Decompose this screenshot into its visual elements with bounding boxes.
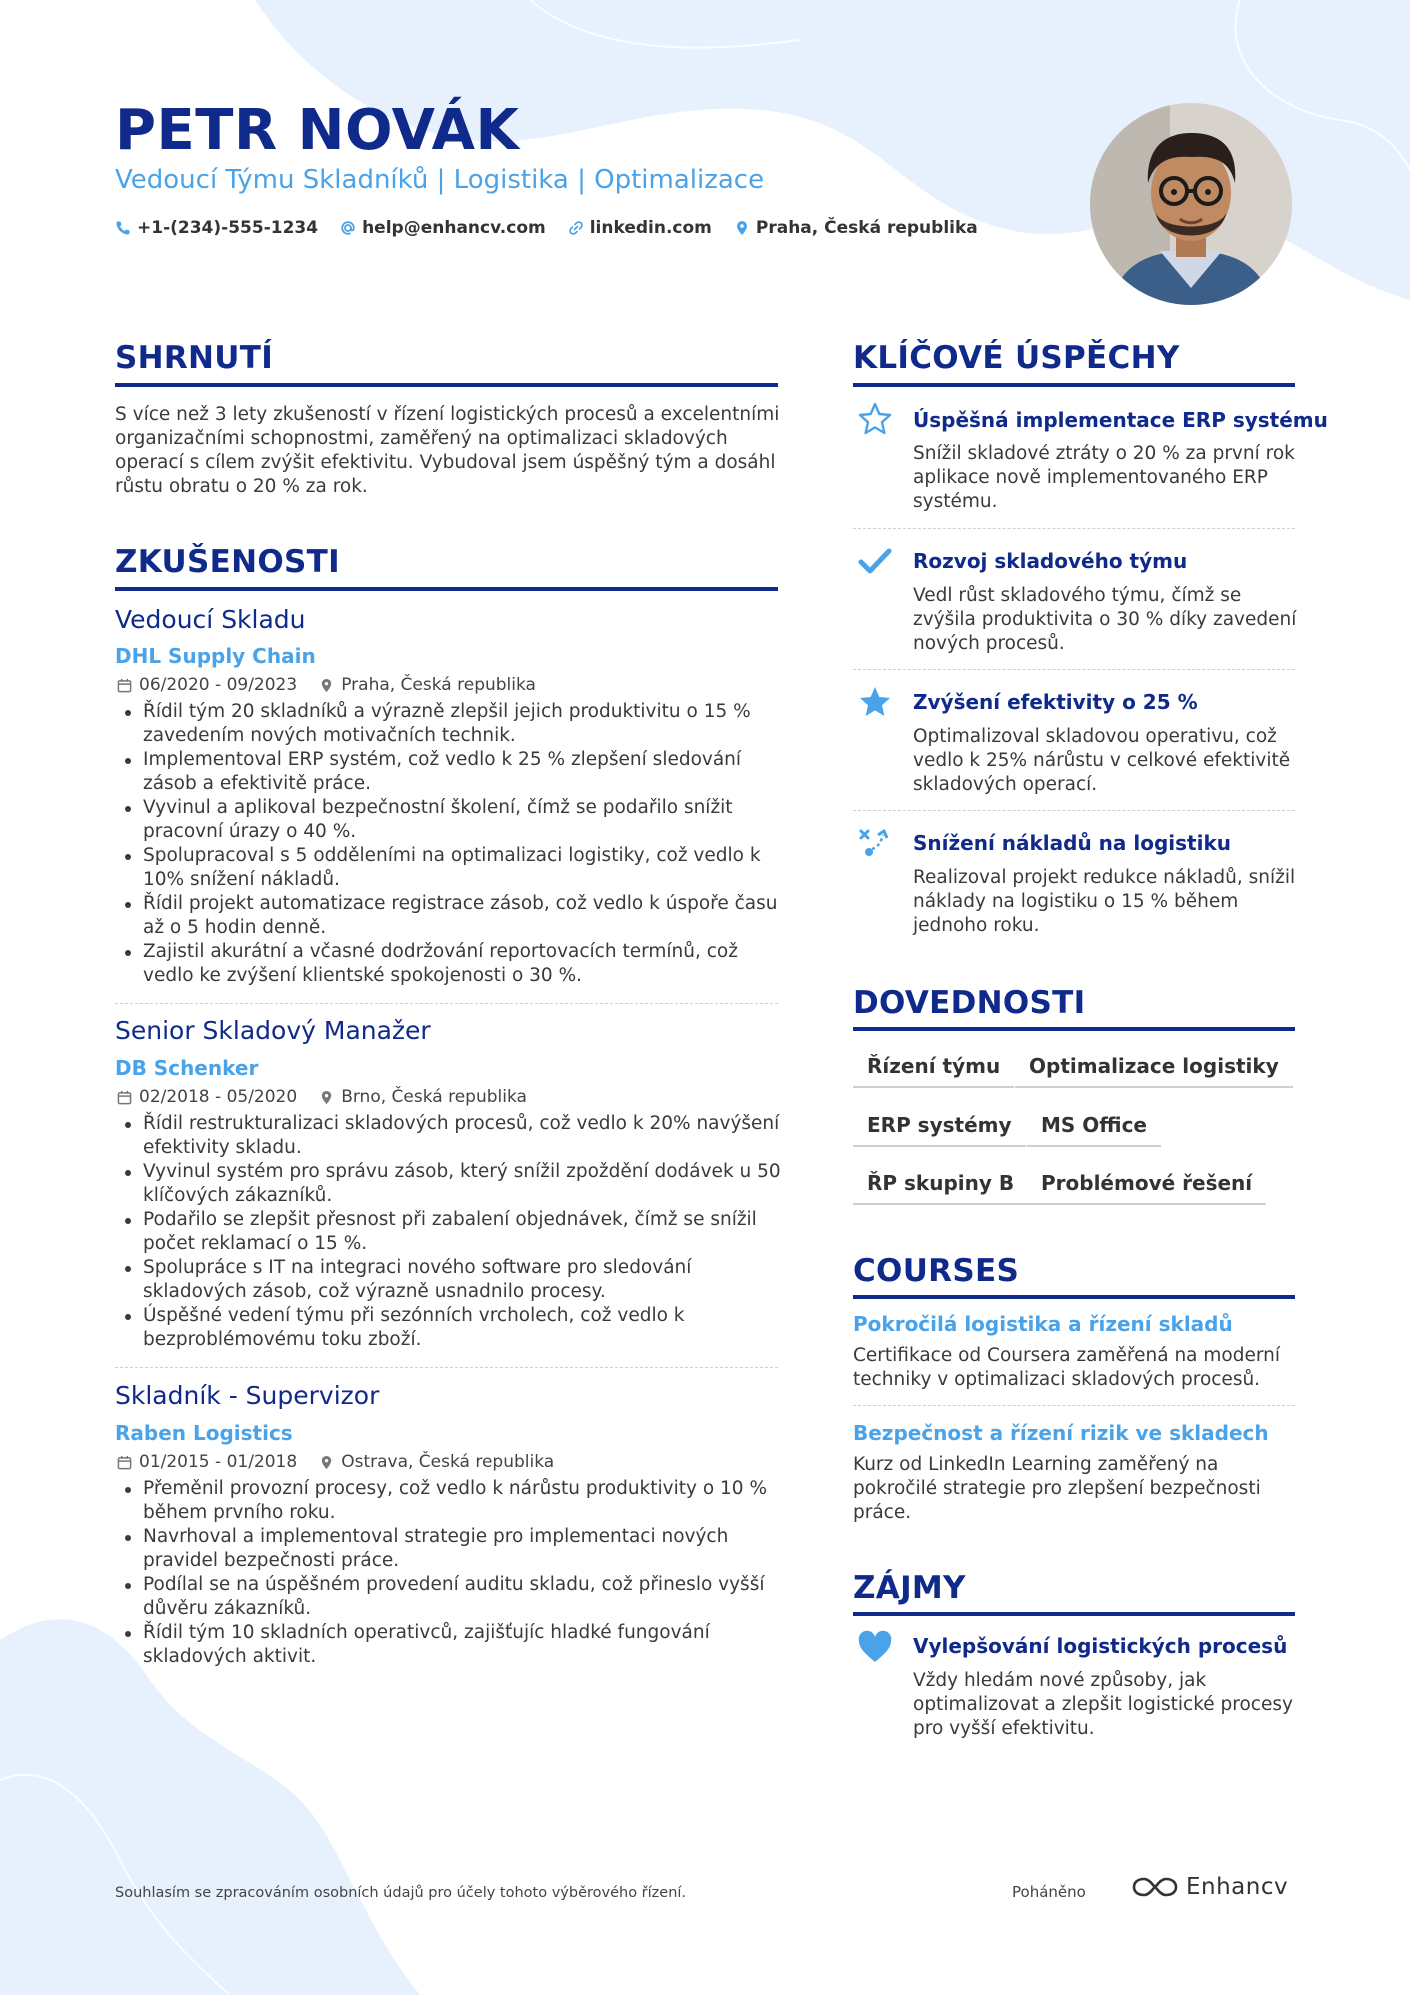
strategy-icon: [857, 825, 893, 861]
job-location-text: Brno, Česká republika: [341, 1087, 527, 1107]
achievement-divider: [853, 669, 1295, 670]
job-title: Vedoucí Skladu: [115, 605, 306, 634]
location-pin-icon: [319, 1090, 334, 1105]
bullet-item: Implementoval ERP systém, což vedlo k 25 % zlepšení sledování zásob a efektivitě práce.: [115, 748, 805, 796]
candidate-headline: Vedoucí Týmu Skladníků | Logistika | Optimalizace: [115, 165, 765, 195]
experience-rule: [115, 587, 778, 591]
bullet-item: Podařilo se zlepšit přesnost při zabalení objednávek, čímž se snížil počet reklamací o 15 %.: [115, 1208, 805, 1256]
summary-text: [115, 403, 795, 499]
job-title: Senior Skladový Manažer: [115, 1016, 431, 1045]
achievement-text: Optimalizoval skladovou operativu, což vedlo k 25% nárůstu v celkové efektivitě skladových operací.: [913, 726, 1291, 795]
courses-rule: [853, 1295, 1295, 1299]
achievement-title: Snížení nákladů na logistiku: [913, 831, 1231, 855]
bullet-item: Spolupracoval s 5 odděleními na optimalizaci logistiky, což vedlo k 10% snížení nákladů.: [115, 844, 805, 892]
course-text: Certifikace od Coursera zaměřená na moderní techniky v optimalizaci skladových procesů.: [853, 1345, 1280, 1390]
summary-heading: SHRNUTÍ: [115, 340, 274, 376]
star-filled-icon: [857, 684, 893, 720]
summary-line: růstu obratu o 20 % za rok.: [115, 476, 368, 497]
skill-tag: ERP systémy: [853, 1113, 1026, 1147]
calendar-icon: [117, 1455, 132, 1470]
contact-linkedin[interactable]: [568, 218, 712, 238]
location-text: Praha, Česká republika: [755, 218, 978, 238]
checkmark-icon: [857, 543, 893, 579]
company-name: Raben Logistics: [115, 1421, 293, 1445]
linkedin-text: linkedin.com: [589, 218, 712, 238]
job-location: [319, 675, 536, 695]
contact-bar: [115, 218, 978, 238]
bullet-item: Úspěšné vedení týmu při sezónních vrcholech, což vedlo k bezproblémovému toku zboží.: [115, 1304, 805, 1352]
achievement-text: Vedl růst skladového týmu, čímž se zvýšila produktivita o 30 % díky zavedení nových procesů.: [913, 585, 1297, 654]
brand-name: Enhancv: [1186, 1874, 1289, 1900]
job-meta: [117, 1087, 527, 1107]
achievements-rule: [853, 383, 1295, 387]
achievement-text: Snížil skladové ztráty o 20 % za první rok aplikace nově implementovaného ERP systému.: [913, 443, 1295, 512]
at-icon: [340, 220, 356, 236]
courses-heading: COURSES: [853, 1253, 1020, 1289]
skill-tag: Problémové řešení: [1027, 1171, 1266, 1205]
calendar-icon: [117, 1090, 132, 1105]
job-divider: [115, 1003, 778, 1004]
contact-phone[interactable]: [115, 218, 318, 238]
job-dates-text: 01/2015 - 01/2018: [139, 1452, 298, 1472]
job-bullets: [115, 1477, 805, 1669]
bullet-item: Řídil tým 10 skladních operativců, zajišťujíc hladké fungování skladových aktivit.: [115, 1621, 805, 1669]
experience-heading: ZKUŠENOSTI: [115, 544, 340, 580]
enhancv-logo-icon: [1132, 1875, 1178, 1899]
bullet-item: Spolupráce s IT na integraci nového software pro sledování skladových zásob, což výrazně usnadnilo procesy.: [115, 1256, 805, 1304]
job-location-text: Praha, Česká republika: [341, 675, 536, 695]
job-dates-text: 06/2020 - 09/2023: [139, 675, 298, 695]
skill-tag: Řízení týmu: [853, 1054, 1014, 1088]
skill-tag: MS Office: [1027, 1113, 1161, 1147]
skill-tag: ŘP skupiny B: [853, 1171, 1028, 1205]
skills-heading: DOVEDNOSTI: [853, 985, 1086, 1021]
bullet-item: Podílal se na úspěšném provedení auditu skladu, což přineslo vyšší důvěru zákazníků.: [115, 1573, 805, 1621]
summary-line: organizačními schopnostmi, zaměřený na optimalizaci skladových: [115, 428, 728, 449]
company-name: DB Schenker: [115, 1056, 259, 1080]
course-text: Kurz od LinkedIn Learning zaměřený na pokročilé strategie pro zlepšení bezpečnosti práce.: [853, 1454, 1261, 1523]
email-text: help@enhancv.com: [362, 218, 546, 238]
interests-heading: ZÁJMY: [853, 1570, 966, 1606]
achievement-title: Zvýšení efektivity o 25 %: [913, 690, 1198, 714]
job-dates: [117, 675, 297, 695]
bullet-item: Přeměnil provozní procesy, což vedlo k nárůstu produktivity o 10 % během prvního roku.: [115, 1477, 805, 1525]
bullet-item: Vyvinul systém pro správu zásob, který snížil zpoždění dodávek u 50 klíčových zákazníků.: [115, 1160, 805, 1208]
job-dates-text: 02/2018 - 05/2020: [139, 1087, 298, 1107]
bullet-item: Vyvinul a aplikoval bezpečnostní školení, čímž se podařilo snížit pracovní úrazy o 40 %.: [115, 796, 805, 844]
job-meta: [117, 675, 536, 695]
job-bullets: [115, 1112, 805, 1352]
company-name: DHL Supply Chain: [115, 644, 316, 668]
job-location: [319, 1452, 554, 1472]
summary-rule: [115, 383, 778, 387]
achievement-divider: [853, 810, 1295, 811]
interests-rule: [853, 1612, 1295, 1616]
summary-line: operací s cílem zvýšit efektivitu. Vybudoval jsem úspěšný tým a dosáhl: [115, 452, 776, 473]
achievement-title: Úspěšná implementace ERP systému: [913, 408, 1328, 432]
contact-location: [734, 218, 978, 238]
job-meta: [117, 1452, 554, 1472]
candidate-name: PETR NOVÁK: [115, 98, 520, 163]
achievement-text: Realizoval projekt redukce nákladů, snížil náklady na logistiku o 15 % během jednoho roku.: [913, 867, 1296, 936]
course-title: Pokročilá logistika a řízení skladů: [853, 1312, 1233, 1336]
location-pin-icon: [319, 678, 334, 693]
job-location-text: Ostrava, Česká republika: [341, 1452, 555, 1472]
job-location: [319, 1087, 527, 1107]
bullet-item: Navrhoval a implementoval strategie pro implementaci nových pravidel bezpečnosti práce.: [115, 1525, 805, 1573]
gdpr-consent: Souhlasím se zpracováním osobních údajů pro účely tohoto výběrového řízení.: [115, 1885, 687, 1901]
calendar-icon: [117, 678, 132, 693]
link-icon: [568, 220, 584, 236]
contact-email[interactable]: [340, 218, 546, 238]
bullet-item: Řídil projekt automatizace registrace zásob, což vedlo k úspoře času až o 5 hodin denně.: [115, 892, 805, 940]
location-pin-icon: [734, 220, 750, 236]
skills-rule: [853, 1027, 1295, 1031]
summary-line: S více než 3 lety zkušeností v řízení logistických procesů a excelentními: [115, 404, 780, 425]
achievements-heading: KLÍČOVÉ ÚSPĚCHY: [853, 340, 1180, 376]
bullet-item: Zajistil akurátní a včasné dodržování reportovacích termínů, což vedlo ke zvýšení klientské spokojenosti o 30 %.: [115, 940, 805, 988]
job-divider: [115, 1367, 778, 1368]
phone-icon: [115, 220, 131, 236]
job-dates: [117, 1087, 297, 1107]
heart-icon: [857, 1629, 893, 1665]
job-bullets: [115, 700, 805, 988]
interest-title: Vylepšování logistických procesů: [913, 1634, 1288, 1658]
bullet-item: Řídil tým 20 skladníků a výrazně zlepšil jejich produktivitu o 15 % zavedením nových motivačních technik.: [115, 700, 805, 748]
profile-photo: [1090, 103, 1292, 305]
job-dates: [117, 1452, 297, 1472]
brand-logo[interactable]: [1132, 1874, 1288, 1900]
job-title: Skladník - Supervizor: [115, 1381, 380, 1410]
achievement-divider: [853, 528, 1295, 529]
bullet-item: Řídil restrukturalizaci skladových procesů, což vedlo k 20% navýšení efektivity skladu.: [115, 1112, 805, 1160]
powered-by-label: Poháněno: [1012, 1883, 1086, 1901]
course-title: Bezpečnost a řízení rizik ve skladech: [853, 1421, 1269, 1445]
achievement-title: Rozvoj skladového týmu: [913, 549, 1188, 573]
interest-text: Vždy hledám nové způsoby, jak optimalizovat a zlepšit logistické procesy pro vyšší efektivitu.: [913, 1670, 1293, 1739]
location-pin-icon: [319, 1455, 334, 1470]
star-outline-icon: [857, 401, 893, 437]
skill-tag: Optimalizace logistiky: [1015, 1054, 1293, 1088]
phone-text: +1-(234)-555-1234: [137, 218, 319, 238]
course-divider: [853, 1405, 1295, 1406]
